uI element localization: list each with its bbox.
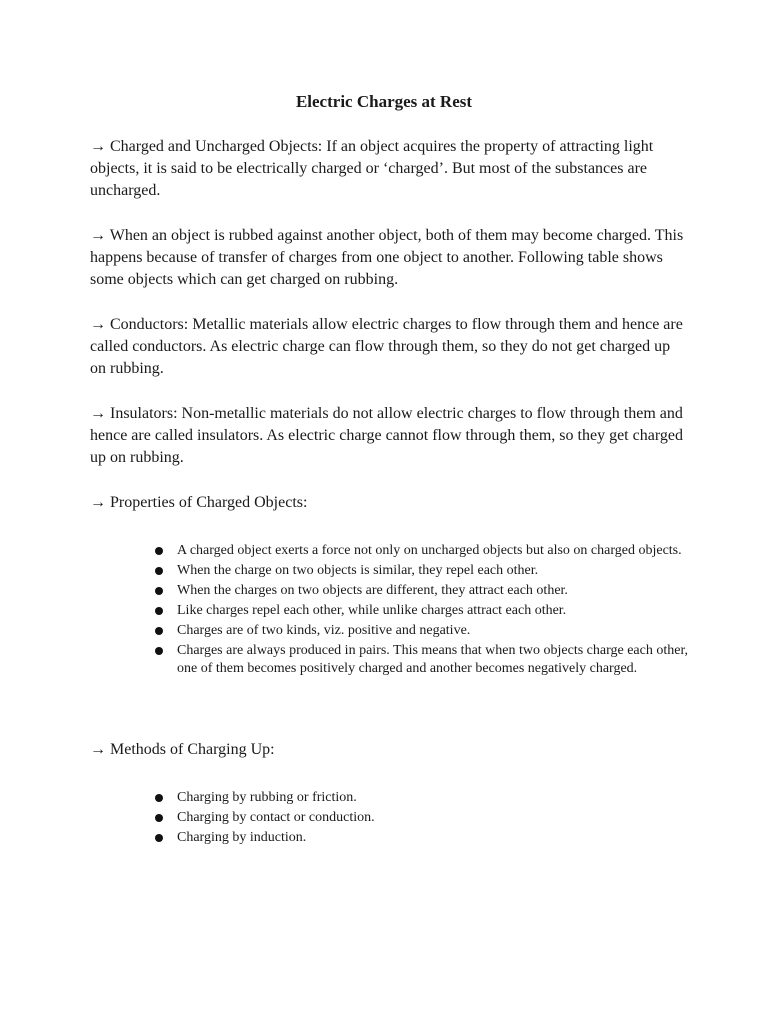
methods-list xyxy=(150,789,690,849)
list-item xyxy=(150,829,690,847)
list-item-text: A charged object exerts a force not only on uncharged objects but also on charged objects. xyxy=(177,543,682,558)
bullet-icon xyxy=(155,567,163,575)
paragraph-insulators: → Insulators: Non-metallic materials do not allow electric charges to flow through them and hence are called insulators. As electric charge cannot flow through them, so they get charged up on rubbing. xyxy=(90,405,683,466)
bullet-icon xyxy=(155,587,163,595)
properties-heading: → Properties of Charged Objects: xyxy=(90,494,308,511)
bullet-icon xyxy=(155,607,163,615)
list-item-text: Charges are always produced in pairs. This means that when two objects charge each other, one of them becomes positively charged and another becomes negatively charged. xyxy=(177,643,689,676)
paragraph-conductors: → Conductors: Metallic materials allow electric charges to flow through them and hence are called conductors. As electric charge can flow through them, so they do not get charged up on rubbing. xyxy=(90,316,683,377)
list-item-text: When the charge on two objects is similar, they repel each other. xyxy=(177,563,539,578)
bullet-icon xyxy=(155,834,163,842)
list-item xyxy=(150,602,690,620)
list-item xyxy=(150,809,690,827)
list-item xyxy=(150,582,690,600)
list-item xyxy=(150,542,690,560)
bullet-icon xyxy=(155,814,163,822)
list-item-text: Charging by contact or conduction. xyxy=(177,810,375,825)
list-item xyxy=(150,622,690,640)
list-item-text: Charging by rubbing or friction. xyxy=(177,790,357,805)
list-item-text: Charges are of two kinds, viz. positive and negative. xyxy=(177,623,471,638)
list-item xyxy=(150,789,690,807)
page-title: Electric Charges at Rest xyxy=(295,92,473,111)
bullet-icon xyxy=(155,627,163,635)
properties-list xyxy=(150,542,690,680)
list-item xyxy=(150,562,690,580)
list-item-text: Charging by induction. xyxy=(177,830,307,845)
bullet-icon xyxy=(155,794,163,802)
paragraph-rubbing: → When an object is rubbed against another object, both of them may become charged. This happens because of transfer of charges from one object to another. Following table shows some objects which can get charged on rubbing. xyxy=(90,227,684,288)
list-item-text: When the charges on two objects are different, they attract each other. xyxy=(177,583,568,598)
methods-heading: → Methods of Charging Up: xyxy=(90,741,275,758)
bullet-icon xyxy=(155,647,163,655)
list-item-text: Like charges repel each other, while unlike charges attract each other. xyxy=(177,603,567,618)
bullet-icon xyxy=(155,547,163,555)
paragraph-charged-uncharged: → Charged and Uncharged Objects: If an object acquires the property of attracting light objects, it is said to be electrically charged or ‘charged’. But most of the substances are uncharged. xyxy=(90,138,654,199)
list-item xyxy=(150,642,690,678)
